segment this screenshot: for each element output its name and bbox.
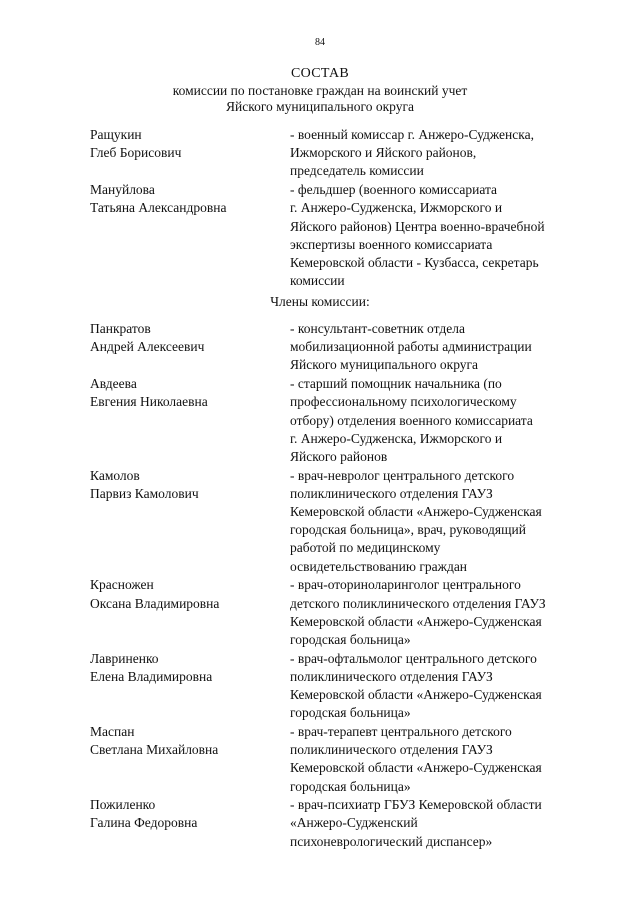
commission-leadership-list: [90, 126, 610, 291]
person-name: [90, 181, 290, 290]
roster-entry: [90, 126, 610, 181]
roster-entry: [90, 576, 610, 649]
roster-entry: [90, 650, 610, 723]
person-name: [90, 576, 290, 649]
roster-entry: [90, 796, 610, 851]
person-name: [90, 467, 290, 576]
roster-entry: [90, 723, 610, 796]
person-given-names: Татьяна Александровна: [90, 200, 227, 216]
person-given-names: Глеб Борисович: [90, 145, 182, 161]
person-name: [90, 650, 290, 723]
person-name: [90, 126, 290, 181]
person-name: [90, 320, 290, 375]
person-name: [90, 796, 290, 851]
document-subtitle-line-2: Яйского муниципального округа: [225, 99, 415, 114]
person-role: - фельдшер (военного комиссариата г. Анжеро-Судженска, Ижморского и Яйского районов) Центра военно-врачебной экспертизы военного комиссариата Кемеровской области - Кузбасса, секретарь комиссии: [290, 182, 545, 289]
document-title: СОСТАВ: [290, 66, 350, 81]
person-surname: Мануйлова: [90, 182, 155, 198]
person-given-names: Галина Федоровна: [90, 815, 198, 831]
roster-entry: [90, 181, 610, 290]
commission-members-list: [90, 320, 610, 851]
roster-entry: [90, 467, 610, 576]
person-role: - врач-невролог центрального детского поликлинического отделения ГАУЗ Кемеровской области «Анжеро-Судженская городская больница», врач, руководящий работой по медицинскому освидетельствованию граждан: [290, 467, 542, 574]
person-surname: Маспан: [90, 723, 135, 739]
person-given-names: Евгения Николаевна: [90, 394, 208, 410]
person-role: - консультант-советник отдела мобилизационной работы администрации Яйского муниципального округа: [290, 321, 532, 373]
roster-entry: [90, 320, 610, 375]
person-role: - врач-терапевт центрального детского поликлинического отделения ГАУЗ Кемеровской области «Анжеро-Судженская городская больница»: [290, 723, 542, 794]
person-surname: Лавриненко: [90, 650, 159, 666]
person-role: - военный комиссар г. Анжеро-Судженска, Ижморского и Яйского районов, председатель комиссии: [290, 127, 534, 179]
roster-entry: [90, 375, 610, 466]
page-number: 84: [315, 37, 325, 48]
person-surname: Камолов: [90, 467, 140, 483]
person-given-names: Парвиз Камолович: [90, 485, 199, 501]
person-surname: Ращукин: [90, 127, 142, 142]
person-surname: Пожиленко: [90, 797, 156, 813]
person-surname: Авдеева: [90, 376, 137, 392]
person-role: - врач-офтальмолог центрального детского поликлинического отделения ГАУЗ Кемеровской области «Анжеро-Судженская городская больница»: [290, 650, 542, 721]
person-surname: Красножен: [90, 577, 154, 593]
document-subtitle-line-1: комиссии по постановке граждан на воинский учет: [172, 82, 468, 98]
person-role: - старший помощник начальника (по профессиональному психологическому отбору) отделения военного комиссариата г. Анжеро-Судженска, Ижморского и Яйского районов: [290, 376, 533, 464]
person-given-names: Андрей Алексеевич: [90, 339, 205, 355]
person-surname: Панкратов: [90, 321, 151, 336]
person-name: [90, 375, 290, 466]
person-role: - врач-психиатр ГБУЗ Кемеровской области «Анжеро-Судженский психоневрологический диспансер»: [290, 797, 542, 849]
document-heading: [0, 66, 640, 116]
person-given-names: Оксана Владимировна: [90, 595, 220, 611]
person-role: - врач-оториноларинголог центрального детского поликлинического отделения ГАУЗ Кемеровской области «Анжеро-Судженская городская больница»: [290, 577, 546, 647]
person-given-names: Светлана Михайловна: [90, 742, 219, 758]
person-given-names: Елена Владимировна: [90, 668, 213, 684]
members-heading: Члены комиссии:: [270, 294, 370, 309]
person-name: [90, 723, 290, 796]
